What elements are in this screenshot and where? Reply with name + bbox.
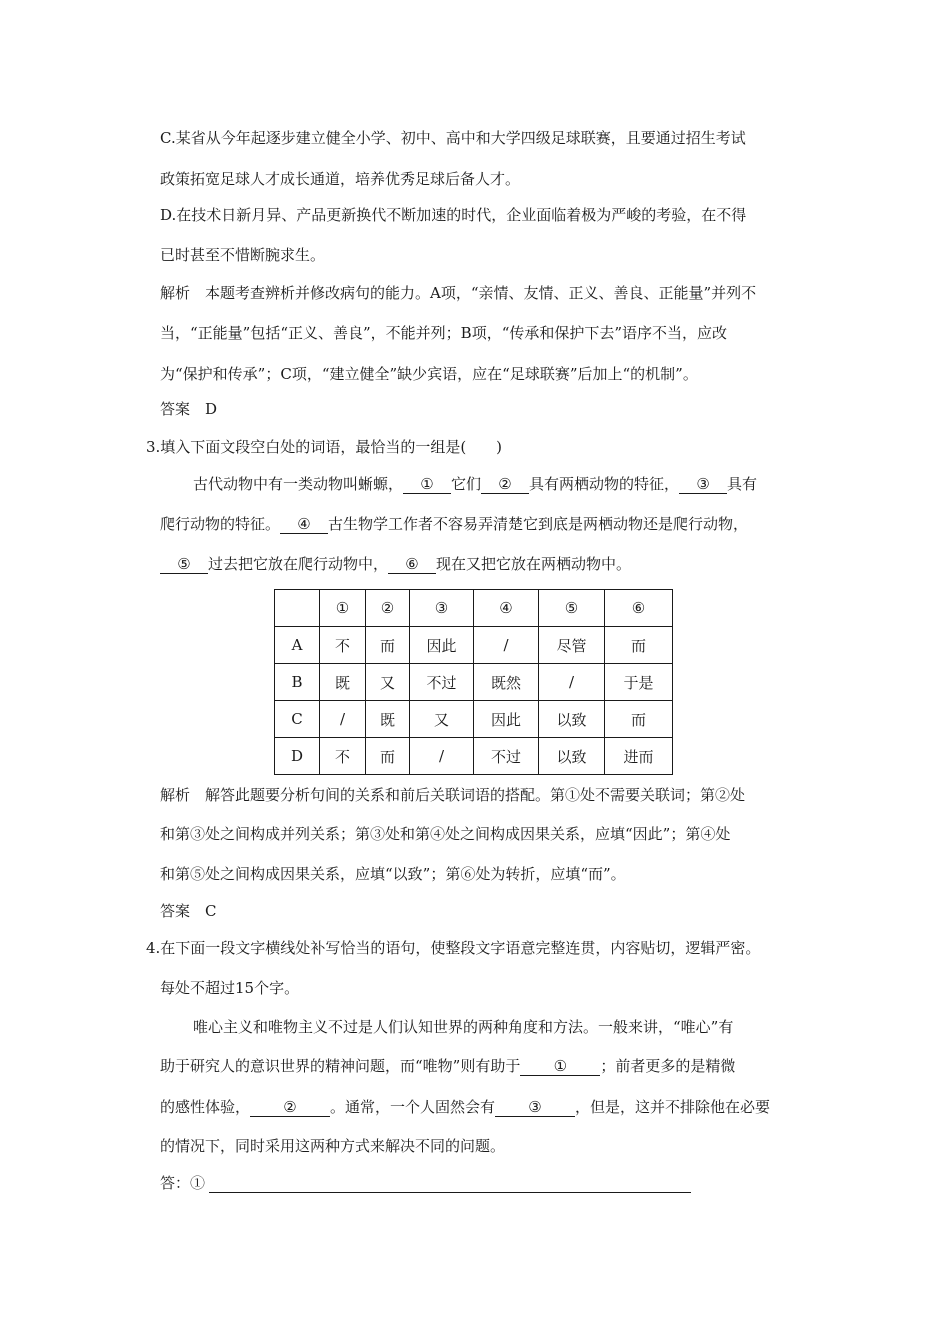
blank-1: ①: [403, 475, 451, 494]
q3-passage-line-1: 古代动物中有一类动物叫蜥螈， ① 它们 ② 具有两栖动物的特征， ③ 具有: [193, 475, 758, 493]
table-cell: 进而: [605, 738, 673, 775]
table-cell: ④: [474, 590, 539, 627]
q4-passage-line-4: 的情况下，同时采用这两种方式来解决不同的问题。: [160, 1137, 506, 1155]
table-cell: ⑤: [539, 590, 605, 627]
answer-prefix: 答：①: [160, 1174, 206, 1192]
table-cell: 于是: [605, 664, 673, 701]
q4-blank-2: ②: [250, 1098, 330, 1117]
table-cell: 不过: [410, 664, 474, 701]
q3-passage-line-2: 爬行动物的特征。 ④ 古生物学工作者不容易弄清楚它到底是两栖动物还是爬行动物，: [160, 515, 749, 533]
table-cell: 而: [366, 738, 410, 775]
table-cell: 不: [320, 627, 366, 664]
table-cell: ②: [366, 590, 410, 627]
table-cell: ①: [320, 590, 366, 627]
q2-analysis-line-3: 为“保护和传承”；C项，“建立健全”缺少宾语，应在“足球联赛”后加上“的机制”。: [160, 365, 698, 383]
table-cell: 而: [605, 627, 673, 664]
option-d-line-1: D.在技术日新月异、产品更新换代不断加速的时代，企业面临着极为严峻的考验，在不得: [160, 206, 747, 224]
table-row: [275, 627, 673, 664]
table-cell: /: [539, 664, 605, 701]
table-cell: 既: [320, 664, 366, 701]
blank-3: ③: [679, 475, 727, 494]
table-cell: 既: [366, 701, 410, 738]
table-cell: 不过: [474, 738, 539, 775]
q3-analysis-line-3: 和第⑤处之间构成因果关系，应填“以致”；第⑥处为转折，应填“而”。: [160, 865, 626, 883]
table-cell: [275, 590, 320, 627]
table-cell: 又: [366, 664, 410, 701]
q4-blank-3: ③: [495, 1098, 575, 1117]
table-cell: ③: [410, 590, 474, 627]
table-row: [275, 664, 673, 701]
q3-analysis-line-1: 解析 解答此题要分析句间的关系和前后关联词语的搭配。第①处不需要关联词；第②处: [160, 786, 746, 804]
q3-stem: 3.填入下面文段空白处的词语，最恰当的一组是( ): [146, 438, 503, 456]
blank-6: ⑥: [388, 555, 436, 574]
table-cell: /: [410, 738, 474, 775]
q3-analysis-line-2: 和第③处之间构成并列关系；第③处和第④处之间构成因果关系，应填“因此”；第④处: [160, 825, 731, 843]
table-cell: 因此: [474, 701, 539, 738]
table-cell: 以致: [539, 701, 605, 738]
blank-5: ⑤: [160, 555, 208, 574]
table-cell: 因此: [410, 627, 474, 664]
q2-analysis-line-1: 解析 本题考查辨析并修改病句的能力。A项，“亲情、友情、正义、善良、正能量”并列不: [160, 284, 757, 302]
table-cell: /: [474, 627, 539, 664]
table-cell: 既然: [474, 664, 539, 701]
q4-stem-line-1: 4.在下面一段文字横线处补写恰当的语句，使整段文字语意完整连贯，内容贴切，逻辑严密。: [146, 939, 761, 957]
table-row: [275, 738, 673, 775]
q4-blank-1: ①: [520, 1057, 600, 1076]
table-cell: 以致: [539, 738, 605, 775]
table-header-row: [275, 590, 673, 627]
table-cell: D: [275, 738, 320, 775]
table-cell: B: [275, 664, 320, 701]
q2-answer: 答案 D: [160, 400, 218, 418]
option-d-line-2: 已时甚至不惜断腕求生。: [160, 246, 326, 264]
table-cell: 不: [320, 738, 366, 775]
table-cell: 而: [605, 701, 673, 738]
table-cell: 而: [366, 627, 410, 664]
q3-passage-line-3: ⑤ 过去把它放在爬行动物中， ⑥ 现在又把它放在两栖动物中。: [160, 554, 631, 574]
answer-blank-line[interactable]: [209, 1177, 691, 1193]
table-cell: C: [275, 701, 320, 738]
q2-analysis-line-2: 当，“正能量”包括“正义、善良”，不能并列；B项，“传承和保护下去”语序不当，应改: [160, 324, 728, 342]
table-cell: ⑥: [605, 590, 673, 627]
table-cell: /: [320, 701, 366, 738]
table-row: [275, 701, 673, 738]
q4-passage-line-3: 的感性体验， ② 。通常，一个人固然会有 ③ ，但是，这并不排除他在必要: [160, 1098, 771, 1116]
table-cell: A: [275, 627, 320, 664]
blank-4: ④: [280, 515, 328, 534]
q4-answer-line: [160, 1173, 691, 1193]
option-c-line-1: C.某省从今年起逐步建立健全小学、初中、高中和大学四级足球联赛，且要通过招生考试: [160, 129, 746, 147]
blank-2: ②: [481, 475, 529, 494]
q3-answer: 答案 C: [160, 902, 217, 920]
q4-passage-line-2: 助于研究人的意识世界的精神问题，而“唯物”则有助于 ① ；前者更多的是精微: [160, 1057, 736, 1075]
q4-passage-line-1: 唯心主义和唯物主义不过是人们认知世界的两种角度和方法。一般来讲，“唯心”有: [193, 1018, 734, 1036]
options-table: [274, 589, 673, 775]
table-cell: 尽管: [539, 627, 605, 664]
table-cell: 又: [410, 701, 474, 738]
option-c-line-2: 政策拓宽足球人才成长通道，培养优秀足球后备人才。: [160, 170, 521, 188]
q4-stem-line-2: 每处不超过15个字。: [160, 979, 300, 997]
